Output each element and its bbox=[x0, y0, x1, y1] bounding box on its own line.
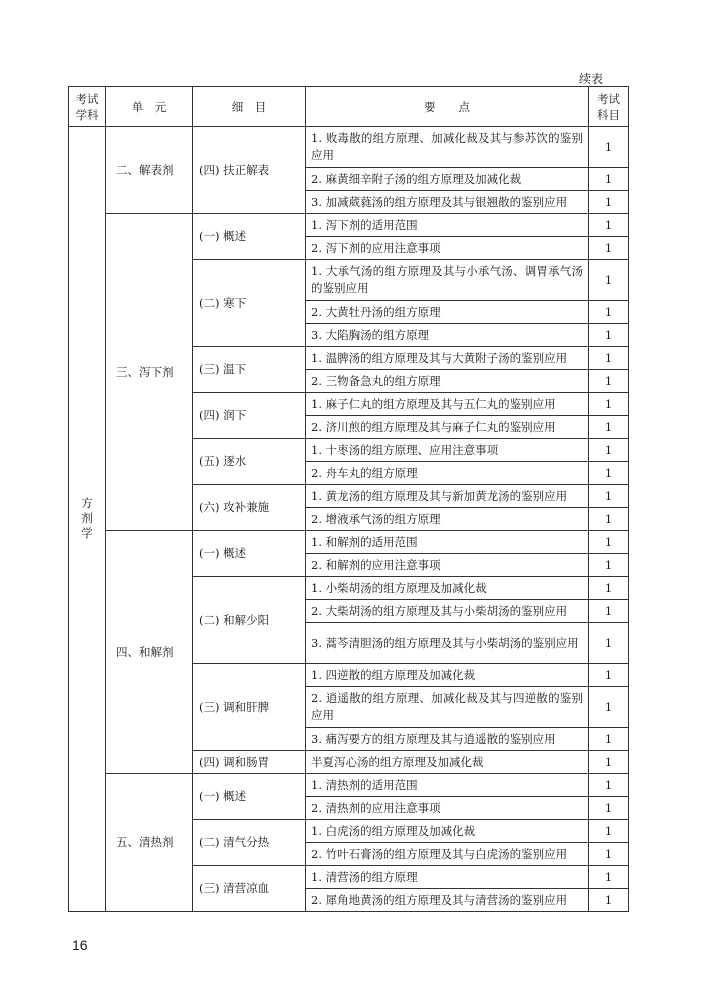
point-cell: 2. 和解剂的应用注意事项 bbox=[306, 554, 589, 577]
item-cell: (一) 概述 bbox=[193, 531, 306, 577]
header-flag: 考试科目 bbox=[589, 87, 629, 127]
subject-cell bbox=[69, 127, 106, 912]
point-cell: 1. 和解剂的适用范围 bbox=[306, 531, 589, 554]
unit-cell: 二、解表剂 bbox=[106, 127, 193, 214]
header-subject: 考试学科 bbox=[69, 87, 106, 127]
point-cell: 1. 麻子仁丸的组方原理及其与五仁丸的鉴别应用 bbox=[306, 393, 589, 416]
flag-cell: 1 bbox=[589, 866, 629, 889]
table-body bbox=[69, 127, 629, 912]
table-header-row bbox=[69, 87, 629, 127]
flag-cell: 1 bbox=[589, 687, 629, 728]
point-cell: 2. 大柴胡汤的组方原理及其与小柴胡汤的鉴别应用 bbox=[306, 600, 589, 623]
header-point: 要 点 bbox=[306, 87, 589, 127]
flag-cell: 1 bbox=[589, 260, 629, 301]
flag-cell: 1 bbox=[589, 728, 629, 751]
item-cell: (六) 攻补兼施 bbox=[193, 485, 306, 531]
point-cell: 1. 大承气汤的组方原理及其与小承气汤、调胃承气汤的鉴别应用 bbox=[306, 260, 589, 301]
point-cell: 1. 小柴胡汤的组方原理及加减化裁 bbox=[306, 577, 589, 600]
item-cell: (三) 清营凉血 bbox=[193, 866, 306, 912]
point-cell: 1. 四逆散的组方原理及加减化裁 bbox=[306, 664, 589, 687]
point-cell: 3. 加减葳蕤汤的组方原理及其与银翘散的鉴别应用 bbox=[306, 191, 589, 214]
point-cell: 3. 大陷胸汤的组方原理 bbox=[306, 324, 589, 347]
point-cell: 3. 痛泻要方的组方原理及其与逍遥散的鉴别应用 bbox=[306, 728, 589, 751]
point-cell: 2. 增液承气汤的组方原理 bbox=[306, 508, 589, 531]
point-cell: 1. 清热剂的适用范围 bbox=[306, 774, 589, 797]
point-cell: 2. 清热剂的应用注意事项 bbox=[306, 797, 589, 820]
flag-cell: 1 bbox=[589, 485, 629, 508]
point-cell: 1. 黄龙汤的组方原理及其与新加黄龙汤的鉴别应用 bbox=[306, 485, 589, 508]
flag-cell: 1 bbox=[589, 237, 629, 260]
header-item: 细 目 bbox=[193, 87, 306, 127]
flag-cell: 1 bbox=[589, 168, 629, 191]
header-unit: 单 元 bbox=[106, 87, 193, 127]
flag-cell: 1 bbox=[589, 820, 629, 843]
flag-cell: 1 bbox=[589, 600, 629, 623]
point-cell: 1. 十枣汤的组方原理、应用注意事项 bbox=[306, 439, 589, 462]
point-cell: 2. 济川煎的组方原理及其与麻子仁丸的鉴别应用 bbox=[306, 416, 589, 439]
item-cell: (一) 概述 bbox=[193, 214, 306, 260]
table-row bbox=[69, 127, 629, 168]
unit-cell: 三、泻下剂 bbox=[106, 214, 193, 531]
flag-cell: 1 bbox=[589, 214, 629, 237]
point-cell: 2. 麻黄细辛附子汤的组方原理及加减化裁 bbox=[306, 168, 589, 191]
flag-cell: 1 bbox=[589, 301, 629, 324]
point-cell: 1. 泻下剂的适用范围 bbox=[306, 214, 589, 237]
flag-cell: 1 bbox=[589, 623, 629, 664]
point-cell: 1. 白虎汤的组方原理及加减化裁 bbox=[306, 820, 589, 843]
point-cell: 2. 犀角地黄汤的组方原理及其与清营汤的鉴别应用 bbox=[306, 889, 589, 912]
flag-cell: 1 bbox=[589, 462, 629, 485]
point-cell: 2. 逍遥散的组方原理、加减化裁及其与四逆散的鉴别应用 bbox=[306, 687, 589, 728]
flag-cell: 1 bbox=[589, 347, 629, 370]
flag-cell: 1 bbox=[589, 531, 629, 554]
point-cell: 2. 舟车丸的组方原理 bbox=[306, 462, 589, 485]
table-row bbox=[69, 214, 629, 237]
flag-cell: 1 bbox=[589, 554, 629, 577]
point-cell: 3. 蒿芩清胆汤的组方原理及其与小柴胡汤的鉴别应用 bbox=[306, 623, 589, 664]
flag-cell: 1 bbox=[589, 889, 629, 912]
flag-cell: 1 bbox=[589, 664, 629, 687]
point-cell: 2. 三物备急丸的组方原理 bbox=[306, 370, 589, 393]
item-cell: (一) 概述 bbox=[193, 774, 306, 820]
item-cell: (三) 调和肝脾 bbox=[193, 664, 306, 751]
point-cell: 半夏泻心汤的组方原理及加减化裁 bbox=[306, 751, 589, 774]
item-cell: (四) 润下 bbox=[193, 393, 306, 439]
point-cell: 1. 败毒散的组方原理、加减化裁及其与参苏饮的鉴别应用 bbox=[306, 127, 589, 168]
table-row bbox=[69, 774, 629, 797]
flag-cell: 1 bbox=[589, 416, 629, 439]
flag-cell: 1 bbox=[589, 127, 629, 168]
unit-cell: 四、和解剂 bbox=[106, 531, 193, 774]
item-cell: (五) 逐水 bbox=[193, 439, 306, 485]
item-cell: (四) 调和肠胃 bbox=[193, 751, 306, 774]
flag-cell: 1 bbox=[589, 508, 629, 531]
table-row bbox=[69, 531, 629, 554]
flag-cell: 1 bbox=[589, 751, 629, 774]
unit-cell: 五、清热剂 bbox=[106, 774, 193, 912]
flag-cell: 1 bbox=[589, 324, 629, 347]
flag-cell: 1 bbox=[589, 393, 629, 416]
flag-cell: 1 bbox=[589, 843, 629, 866]
point-cell: 1. 温脾汤的组方原理及其与大黄附子汤的鉴别应用 bbox=[306, 347, 589, 370]
point-cell: 2. 竹叶石膏汤的组方原理及其与白虎汤的鉴别应用 bbox=[306, 843, 589, 866]
subject-label: 方剂学 bbox=[81, 496, 93, 540]
flag-cell: 1 bbox=[589, 370, 629, 393]
item-cell: (二) 寒下 bbox=[193, 260, 306, 347]
flag-cell: 1 bbox=[589, 439, 629, 462]
flag-cell: 1 bbox=[589, 797, 629, 820]
item-cell: (二) 清气分热 bbox=[193, 820, 306, 866]
item-cell: (二) 和解少阳 bbox=[193, 577, 306, 664]
point-cell: 2. 泻下剂的应用注意事项 bbox=[306, 237, 589, 260]
page-number: 16 bbox=[72, 937, 88, 953]
continued-label: 续表 bbox=[579, 72, 604, 86]
syllabus-table bbox=[68, 86, 629, 912]
flag-cell: 1 bbox=[589, 774, 629, 797]
flag-cell: 1 bbox=[589, 577, 629, 600]
item-cell: (四) 扶正解表 bbox=[193, 127, 306, 214]
flag-cell: 1 bbox=[589, 191, 629, 214]
item-cell: (三) 温下 bbox=[193, 347, 306, 393]
point-cell: 2. 大黄牡丹汤的组方原理 bbox=[306, 301, 589, 324]
point-cell: 1. 清营汤的组方原理 bbox=[306, 866, 589, 889]
